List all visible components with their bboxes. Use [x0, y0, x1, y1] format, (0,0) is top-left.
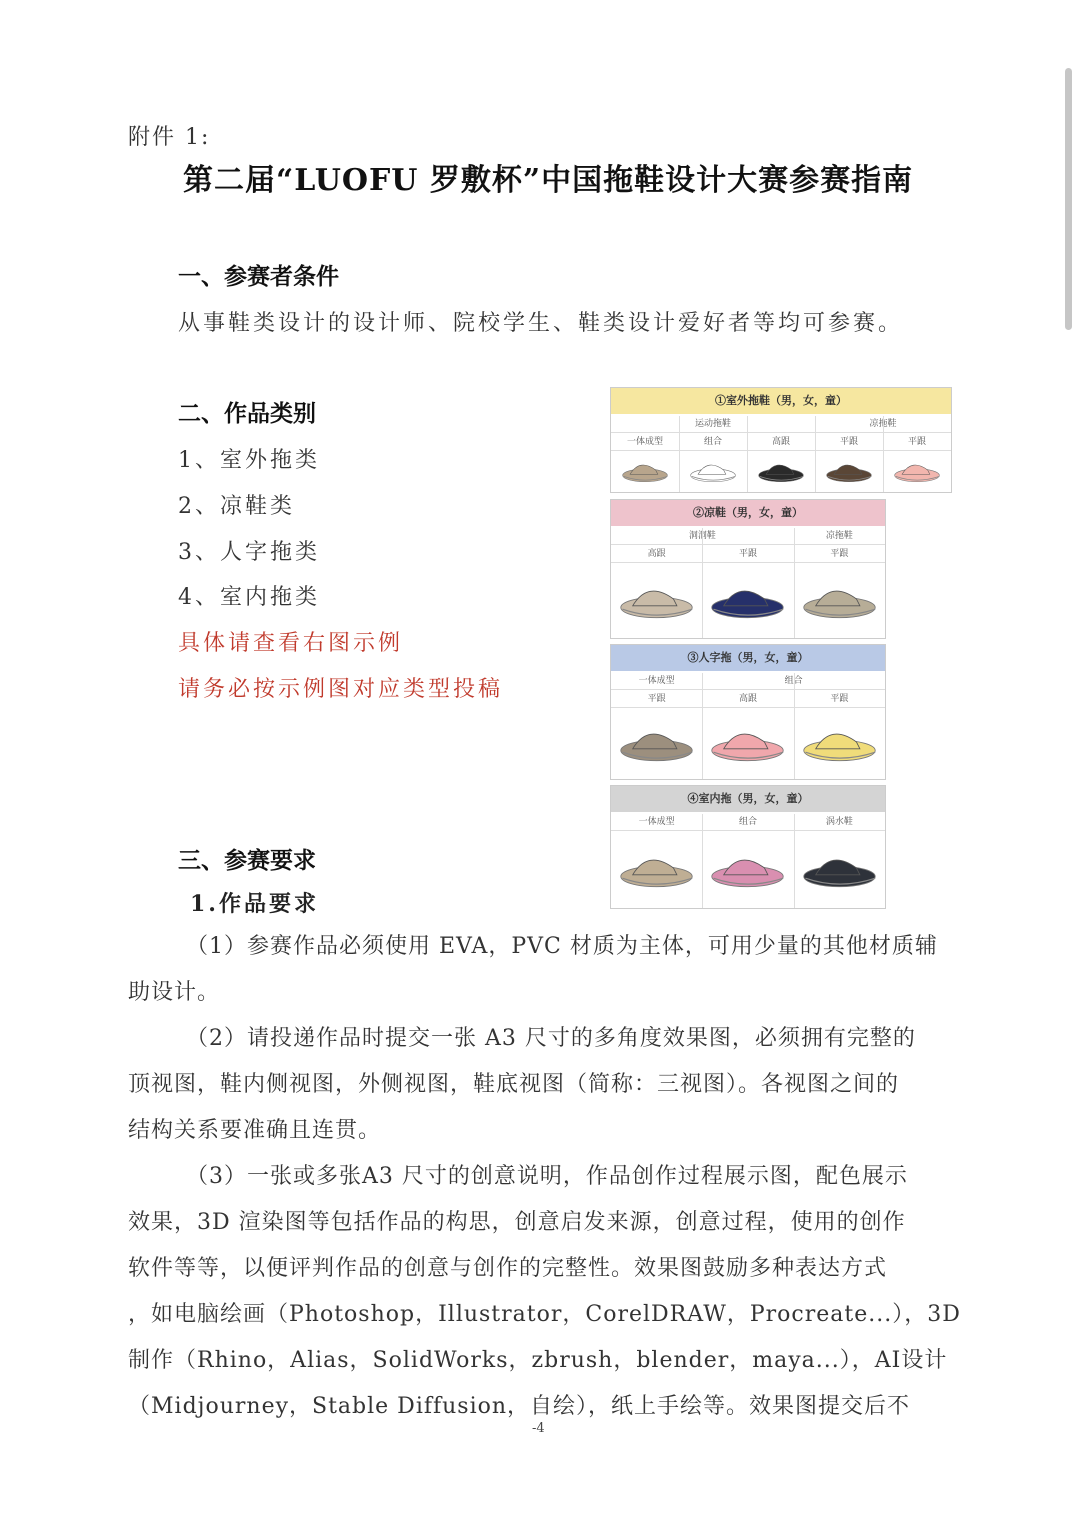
category-panel [610, 499, 886, 639]
requirement-line: ，如电脑绘画（Photoshop，Illustrator，CorelDRAW，Procreate...），3D [128, 1302, 961, 1327]
category-cell-label: 平跟 [883, 434, 951, 451]
slipper-image [797, 566, 882, 632]
category-item: 1、室外拖类 [178, 448, 320, 473]
cell-divider [702, 814, 703, 908]
category-cell-label: 高跟 [747, 434, 815, 451]
requirement-line: （3）一张或多张A3 尺寸的创意说明，作品创作过程展示图，配色展示 [186, 1164, 908, 1189]
category-cell-label: 平跟 [794, 546, 885, 563]
category-cell-label: 组合 [702, 814, 793, 831]
category-item: 3、人字拖类 [178, 540, 320, 565]
requirement-line: （1）参赛作品必须使用 EVA，PVC 材质为主体，可用少量的其他材质辅 [186, 934, 938, 959]
requirements-body [128, 924, 978, 1430]
category-cell-label: 平跟 [794, 691, 885, 708]
slipper-image [614, 566, 699, 632]
cell-divider [794, 528, 795, 638]
category-cell-label: 一体成型 [611, 814, 702, 831]
section1-text: 从事鞋类设计的设计师、院校学生、鞋类设计爱好者等均可参赛。 [178, 311, 904, 336]
category-group-label: 运动拖鞋 [611, 416, 815, 433]
category-cell-label: 一体成型 [611, 434, 679, 451]
note-see-figure: 具体请查看右图示例 [178, 631, 404, 656]
category-panel [610, 387, 952, 493]
section2-heading: 二、作品类别 [178, 400, 316, 427]
category-cell-label: 高跟 [702, 691, 793, 708]
slipper-image [705, 711, 790, 773]
cell-divider [702, 528, 703, 638]
slipper-image [886, 454, 948, 486]
slipper-image [614, 711, 699, 773]
category-panel-title: ①室外拖鞋（男，女，童） [611, 388, 951, 414]
requirement-line: 制作（Rhino，Alias，SolidWorks，zbrush，blender，maya...），AI设计 [128, 1348, 948, 1373]
requirement-line: 助设计。 [128, 980, 221, 1005]
category-item: 4、室内拖类 [178, 585, 320, 610]
requirement-line: （2）请投递作品时提交一张 A3 尺寸的多角度效果图，必须拥有完整的 [186, 1026, 916, 1051]
requirement-line: 顶视图，鞋内侧视图，外侧视图，鞋底视图（简称：三视图）。各视图之间的 [128, 1072, 900, 1097]
slipper-image [797, 711, 882, 773]
category-cell-label: 高跟 [611, 546, 702, 563]
slipper-image [750, 454, 812, 486]
category-cell-label: 平跟 [611, 691, 702, 708]
requirement-line: 结构关系要准确且连贯。 [128, 1118, 382, 1143]
category-cell-label: 组合 [679, 434, 747, 451]
cell-divider [747, 416, 748, 492]
cell-divider [794, 814, 795, 908]
section1-heading: 一、参赛者条件 [178, 263, 339, 290]
slipper-image [705, 834, 790, 902]
category-panel-title: ③人字拖（男，女，童） [611, 645, 885, 671]
slipper-image [682, 454, 744, 486]
category-panel-title: ②凉鞋（男，女，童） [611, 500, 885, 526]
slipper-image [614, 454, 676, 486]
page-title: 第二届“LUOFU 罗敷杯”中国拖鞋设计大赛参赛指南 [183, 163, 914, 198]
note-submit-by-type: 请务必按示例图对应类型投稿 [178, 677, 504, 702]
slipper-image [818, 454, 880, 486]
requirement-line: 软件等等，以便评判作品的创意与创作的完整性。效果图鼓励多种表达方式 [128, 1256, 888, 1281]
category-item: 2、凉鞋类 [178, 494, 295, 519]
category-panel-title: ④室内拖（男，女，童） [611, 786, 885, 812]
category-group-label: 洞洞鞋 [611, 528, 794, 545]
cell-divider [702, 673, 703, 779]
requirement-line: 效果，3D 渲染图等包括作品的构思，创意启发来源，创意过程，使用的创作 [128, 1210, 906, 1235]
category-cell-label: 涡水鞋 [794, 814, 885, 831]
category-group-label: 一体成型 [611, 673, 702, 690]
section3-subheading: 1.作品要求 [190, 891, 319, 917]
slipper-image [705, 566, 790, 632]
slipper-image [614, 834, 699, 902]
category-group-label: 凉拖鞋 [815, 416, 951, 433]
cell-divider [815, 416, 816, 492]
scrollbar-thumb[interactable] [1065, 68, 1072, 330]
page-number: -4 [532, 1421, 545, 1436]
category-panel [610, 644, 886, 780]
cell-divider [794, 673, 795, 779]
requirement-line: （Midjourney，Stable Diffusion，自绘），纸上手绘等。效果图提交后不 [128, 1394, 911, 1419]
category-group-label: 凉拖鞋 [794, 528, 885, 545]
category-panel [610, 785, 886, 909]
category-group-label: 组合 [702, 673, 885, 690]
cell-divider [679, 416, 680, 492]
category-cell-label: 平跟 [702, 546, 793, 563]
slipper-image [797, 834, 882, 902]
attachment-label: 附件 1: [128, 125, 211, 150]
category-cell-label: 平跟 [815, 434, 883, 451]
cell-divider [883, 416, 884, 492]
section3-heading: 三、参赛要求 [178, 847, 316, 874]
